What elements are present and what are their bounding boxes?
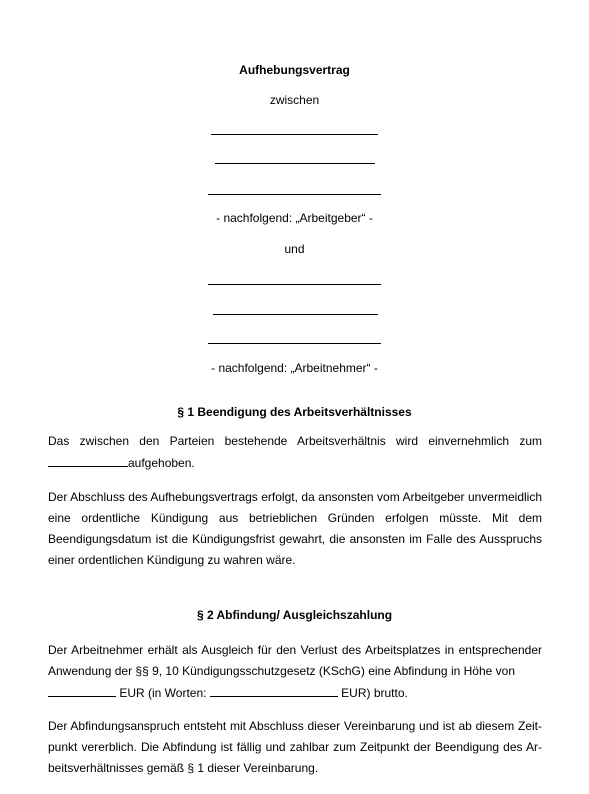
amount-words-blank <box>210 685 338 697</box>
section1-para2: Der Abschluss des Aufhebungsvertrags erfolgt, da ansonsten vom Arbeitgeber unvermeidlich eine ordentliche Kündigung aus betrieblichen Gründen erfolgen müsste. Mit dem Beendigungsdatum ist die Kündigungsfrist gewahrt, die ansonsten im Falle des Ausspruchs einer ordentlichen Kündigung zu wahren wäre. <box>48 490 542 567</box>
amount-blank <box>48 685 116 697</box>
section2-para2-line3: beitsverhältnisses gemäß § 1 dieser Vereinbarung. <box>48 761 319 775</box>
document-title: Aufhebungsvertrag <box>239 63 350 77</box>
section2-eur-label: EUR (in Worten: <box>119 686 207 700</box>
section1-para1-line1: Das zwischen den Parteien bestehende Arbeitsverhältnis wird einvernehmlich zum <box>48 434 542 448</box>
section2-para1-amount-line <box>48 685 542 700</box>
section1-para1-tail: aufgehoben. <box>128 456 195 470</box>
employee-note: - nachfolgend: „Arbeitnehmer“ - <box>211 361 378 375</box>
employer-line-3 <box>208 194 381 195</box>
date-blank <box>48 455 128 467</box>
section1-para1-line2 <box>48 455 542 470</box>
section1-heading: § 1 Beendigung des Arbeitsverhältnisses <box>177 405 412 419</box>
and-label: und <box>284 242 305 256</box>
section2-para2-line2: punkt vererblich. Die Abfindung ist fällig und zahlbar zum Zeitpunkt der Beendigung des Ar- <box>48 740 542 754</box>
employer-line-2 <box>215 163 375 164</box>
employer-line-1 <box>211 134 378 135</box>
section2-para1: Der Arbeitnehmer erhält als Ausgleich für den Verlust des Arbeitsplatzes in entsprechender Anwendung der §§ 9, 10 Kündigungsschutzgesetz (KSchG) eine Abfindung in Höhe von <box>48 643 542 678</box>
section2-para2-line1: Der Abfindungsanspruch entsteht mit Abschluss dieser Vereinbarung und ist ab diesem Zeit- <box>48 719 542 733</box>
employer-note: - nachfolgend: „Arbeitgeber“ - <box>216 211 373 225</box>
section2-para1-tail: EUR) brutto. <box>341 686 408 700</box>
employee-line-2 <box>213 314 378 315</box>
between-label: zwischen <box>269 93 320 107</box>
employee-line-1 <box>208 284 381 285</box>
section2-heading: § 2 Abfindung/ Ausgleichszahlung <box>196 608 393 622</box>
employee-line-3 <box>208 343 381 344</box>
